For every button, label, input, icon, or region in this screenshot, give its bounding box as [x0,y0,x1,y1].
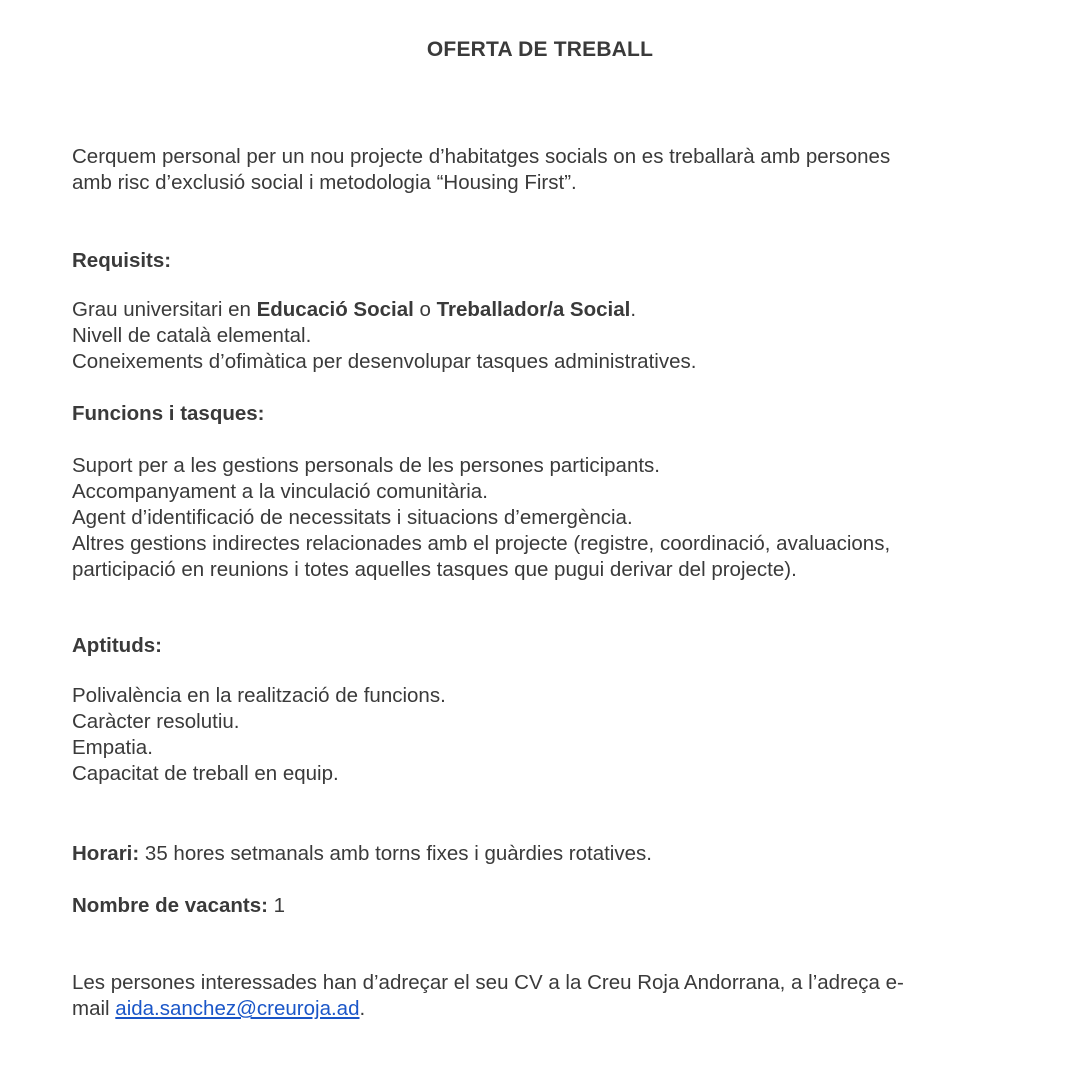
contact-line-1: Les persones interessades han d’adreçar el seu CV a la Creu Roja Andorrana, a l’adreça e- [72,971,904,994]
intro-paragraph [72,144,1032,196]
aptituds-list [72,683,1032,787]
vacants-value: 1 [267,894,286,917]
email-link[interactable]: aida.sanchez@creuroja.ad [115,997,360,1020]
vacants-label: Nombre de vacants: [72,894,268,917]
requisit-item: Coneixements d’ofimàtica per desenvolupar tasques administratives. [72,350,697,373]
funcions-list [72,453,1032,583]
requisits-heading: Requisits: [72,249,172,272]
contact-paragraph [72,970,1032,1022]
horari-label: Horari: [72,842,140,865]
requisit-item-prefix: Grau universitari en [72,298,257,321]
requisit-item-mid: o [413,298,437,321]
page-title: OFERTA DE TREBALL [426,38,654,61]
aptitud-item: Caràcter resolutiu. [72,710,240,733]
funcions-heading: Funcions i tasques: [72,402,265,425]
aptitud-item: Capacitat de treball en equip. [72,762,339,785]
intro-line-1: Cerquem personal per un nou projecte d’habitatges socials on es treballarà amb persones [72,145,891,168]
vacants-line [72,893,1032,919]
aptituds-heading: Aptituds: [72,634,162,657]
aptitud-item: Polivalència en la realització de funcions. [72,684,446,707]
intro-line-2: amb risc d’exclusió social i metodologia “Housing First”. [72,171,577,194]
aptitud-item: Empatia. [72,736,153,759]
horari-line [72,841,1032,867]
funcio-item: Altres gestions indirectes relacionades amb el projecte (registre, coordinació, avaluacions, [72,532,891,555]
requisit-item: Nivell de català elemental. [72,324,312,347]
contact-line-2 [72,996,1032,1022]
requisit-item-suffix: . [630,298,637,321]
funcio-item: Agent d’identificació de necessitats i situacions d’emergència. [72,506,633,529]
contact-suffix: . [359,997,366,1020]
degree-treballador-social: Treballador/a Social [436,298,631,321]
funcio-item: participació en reunions i totes aquelles tasques que pugui derivar del projecte). [72,558,797,581]
degree-educacio-social: Educació Social [256,298,414,321]
funcio-item: Accompanyament a la vinculació comunitària. [72,480,488,503]
funcio-item: Suport per a les gestions personals de les persones participants. [72,454,661,477]
requisit-item [72,297,1032,323]
horari-value: 35 hores setmanals amb torns fixes i guàrdies rotatives. [139,842,652,865]
contact-prefix: mail [72,997,116,1020]
requisits-list [72,297,1032,375]
